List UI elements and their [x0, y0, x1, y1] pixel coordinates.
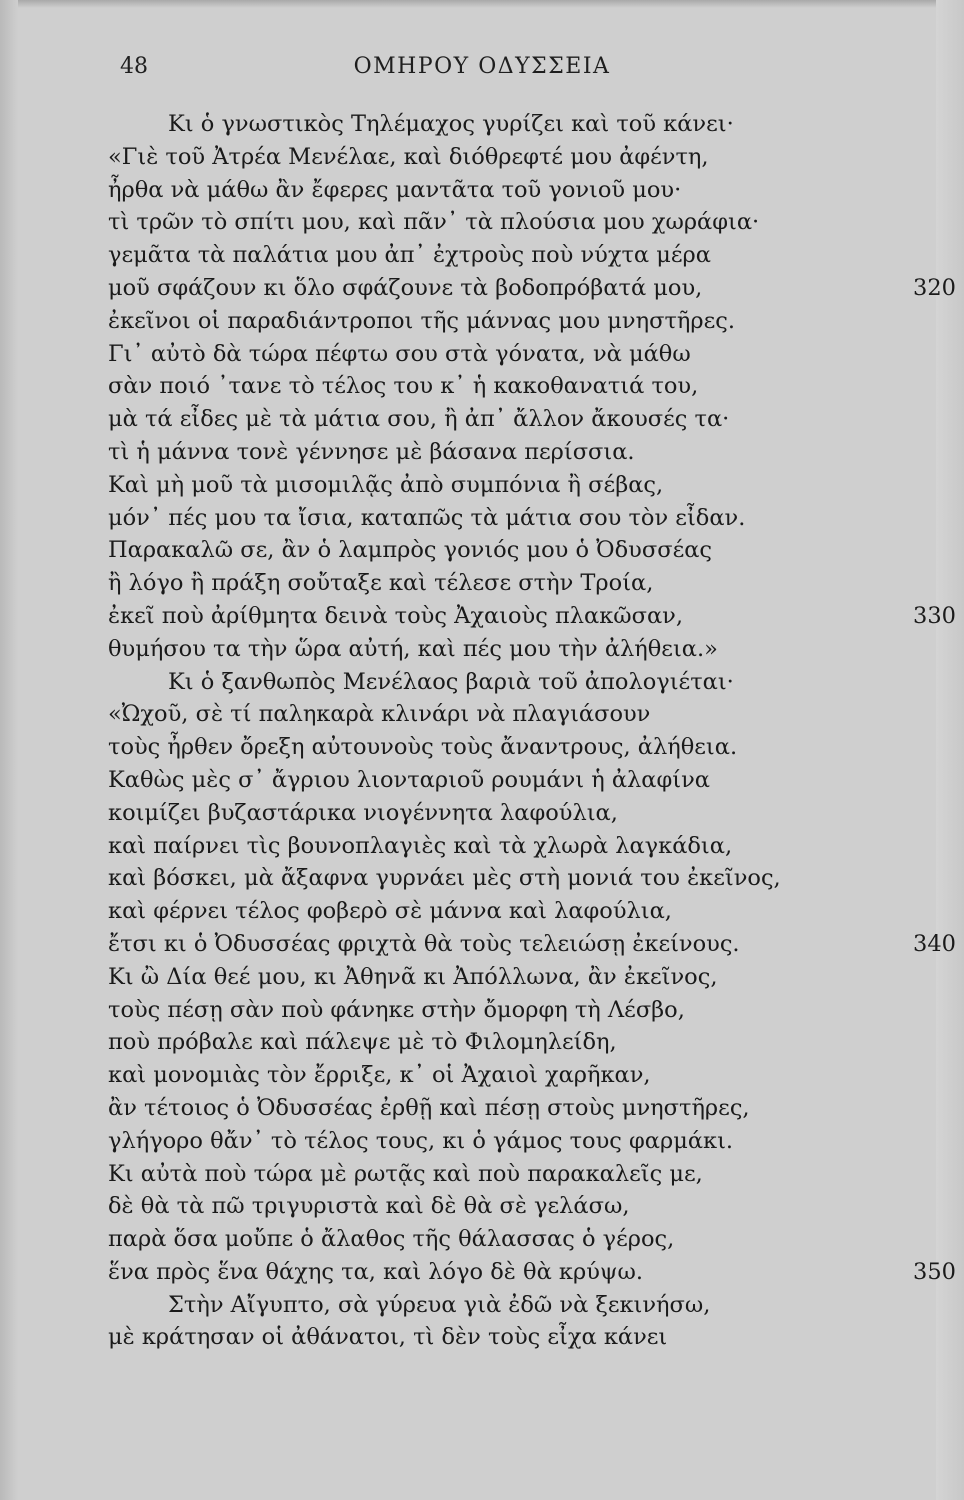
verse-line	[0, 1223, 964, 1256]
verse-text: Κι ὁ γνωστικὸς Τηλέμαχος γυρίζει καὶ τοῦ κάνει·	[168, 111, 734, 137]
verse-line	[0, 1092, 964, 1125]
verse-line	[0, 436, 964, 469]
page-top-shadow	[0, 0, 964, 8]
verse-text: ἐκεῖ ποὺ ἀρίθμητα δεινὰ τοὺς Ἀχαιοὺς πλακῶσαν,	[108, 602, 684, 629]
line-number: 350	[913, 1258, 956, 1285]
verse-text: θυμήσου τα τὴν ὥρα αὐτή, καὶ πές μου τὴν ἀλήθεια.»	[108, 635, 718, 662]
verse-line	[0, 1190, 964, 1223]
verse-text: γλήγορο θἄν᾿ τὸ τέλος τους, κι ὁ γάμος τους φαρμάκι.	[108, 1127, 734, 1154]
verse-line	[0, 469, 964, 502]
verse-text: Παρακαλῶ σε, ἂν ὁ λαμπρὸς γονιός μου ὁ Ὀδυσσέας	[108, 537, 713, 564]
verse-line	[0, 108, 964, 141]
verse-line	[0, 567, 964, 600]
verse-text: ἂν τέτοιος ὁ Ὀδυσσέας ἐρθῇ καὶ πέσῃ στοὺς μνηστῆρες,	[108, 1094, 750, 1121]
verse-text: τὶ τρῶν τὸ σπίτι μου, καὶ πᾶν᾿ τὰ πλούσια μου χωράφια·	[108, 209, 760, 236]
verse-text: γεμᾶτα τὰ παλάτια μου ἀπ᾿ ἐχτροὺς ποὺ νύχτα μέρα	[108, 242, 711, 269]
poem-text	[0, 108, 964, 1354]
verse-text: ἕνα πρὸς ἕνα θάχης τα, καὶ λόγο δὲ θὰ κρύψω.	[108, 1258, 644, 1285]
verse-text: Στὴν Αἴγυπτο, σὰ γύρευα γιὰ ἐδῶ νὰ ξεκινήσω,	[168, 1291, 711, 1318]
verse-text: ποὺ πρόβαλε καὶ πάλεψε μὲ τὸ Φιλομηλείδη,	[108, 1029, 617, 1056]
verse-line	[0, 1158, 964, 1191]
verse-text: δὲ θὰ τὰ πῶ τριγυριστὰ καὶ δὲ θὰ σὲ γελάσω,	[108, 1193, 630, 1220]
verse-line	[0, 1321, 964, 1354]
verse-text: καὶ παίρνει τὶς βουνοπλαγιὲς καὶ τὰ χλωρὰ λαγκάδια,	[108, 832, 733, 859]
page-number: 48	[120, 54, 148, 79]
verse-line	[0, 961, 964, 994]
line-number: 320	[913, 274, 956, 301]
verse-text: μὰ τά εἶδες μὲ τὰ μάτια σου, ἢ ἀπ᾿ ἄλλον ἄκουσές τα·	[108, 406, 730, 433]
verse-line	[0, 1289, 964, 1322]
verse-line	[0, 1256, 964, 1289]
line-number: 340	[913, 930, 956, 957]
verse-text: ἐκεῖνοι οἱ παραδιάντροποι τῆς μάννας μου μνηστῆρες.	[108, 307, 736, 334]
verse-line	[0, 895, 964, 928]
verse-text: μοῦ σφάζουν κι ὅλο σφάζουνε τὰ βοδοπρόβατά μου,	[108, 274, 703, 301]
verse-text: τὶ ἡ μάννα τονὲ γέννησε μὲ βάσανα περίσσια.	[108, 438, 635, 465]
verse-text: μόν᾿ πές μου τα ἴσια, καταπῶς τὰ μάτια σου τὸν εἶδαν.	[108, 504, 746, 531]
verse-text: ἔτσι κι ὁ Ὀδυσσέας φριχτὰ θὰ τοὺς τελειώσῃ ἐκείνους.	[108, 930, 740, 957]
line-number: 330	[913, 602, 956, 629]
verse-line	[0, 502, 964, 535]
verse-line	[0, 797, 964, 830]
verse-line	[0, 1059, 964, 1092]
verse-line	[0, 206, 964, 239]
verse-line	[0, 370, 964, 403]
verse-text: τοὺς πέσῃ σὰν ποὺ φάνηκε στὴν ὄμορφη τὴ Λέσβο,	[108, 996, 685, 1023]
verse-line	[0, 600, 964, 633]
verse-line	[0, 141, 964, 174]
verse-text: παρὰ ὅσα μοὔπε ὁ ἄλαθος τῆς θάλασσας ὁ γέρος,	[108, 1226, 675, 1253]
verse-line	[0, 534, 964, 567]
verse-text: κοιμίζει βυζαστάρικα νιογέννητα λαφούλια,	[108, 799, 618, 826]
verse-line	[0, 928, 964, 961]
verse-line	[0, 994, 964, 1027]
verse-line	[0, 174, 964, 207]
verse-line	[0, 403, 964, 436]
verse-text: Γι᾿ αὐτὸ δὰ τώρα πέφτω σου στὰ γόνατα, νὰ μάθω	[108, 340, 691, 367]
verse-line	[0, 305, 964, 338]
verse-text: Κι ὢ Δία θεέ μου, κι Ἀθηνᾶ κι Ἀπόλλωνα, ἂν ἐκεῖνος,	[108, 963, 718, 990]
verse-line	[0, 633, 964, 666]
verse-text: καὶ βόσκει, μὰ ἄξαφνα γυρνάει μὲς στὴ μονιά του ἐκεῖνος,	[108, 865, 781, 892]
verse-line	[0, 1125, 964, 1158]
verse-text: μὲ κράτησαν οἱ ἀθάνατοι, τὶ δὲν τοὺς εἶχα κάνει	[108, 1324, 668, 1351]
verse-text: Κι ὁ ξανθωπὸς Μενέλαος βαριὰ τοῦ ἀπολογιέται·	[168, 668, 734, 695]
verse-text: «Ὠχοῦ, σὲ τί παληκαρὰ κλινάρι νὰ πλαγιάσουν	[108, 701, 651, 728]
page-header	[0, 54, 964, 86]
verse-line	[0, 764, 964, 797]
verse-line	[0, 272, 964, 305]
verse-text: Κι αὐτὰ ποὺ τώρα μὲ ρωτᾷς καὶ ποὺ παρακαλεῖς με,	[108, 1160, 703, 1187]
verse-line	[0, 338, 964, 371]
verse-text: «Γιὲ τοῦ Ἀτρέα Μενέλαε, καὶ διόθρεφτέ μου ἀφέντη,	[108, 143, 709, 170]
verse-line	[0, 698, 964, 731]
running-title: ΟΜΗΡΟΥ ΟΔΥΣΣΕΙΑ	[353, 54, 611, 79]
verse-line	[0, 862, 964, 895]
verse-line	[0, 666, 964, 699]
verse-text: σὰν ποιό ᾿τανε τὸ τέλος του κ᾿ ἡ κακοθανατιά του,	[108, 373, 699, 400]
verse-text: ἢ λόγο ἢ πράξη σοὔταξε καὶ τέλεσε στὴν Τροία,	[108, 570, 654, 597]
verse-text: Καθὼς μὲς σ᾿ ἄγριου λιονταριοῦ ρουμάνι ἡ ἀλαφίνα	[108, 766, 710, 793]
verse-line	[0, 731, 964, 764]
verse-text: Καὶ μὴ μοῦ τὰ μισομιλᾷς ἀπὸ συμπόνια ἢ σέβας,	[108, 471, 664, 498]
verse-text: τοὺς ἦρθεν ὄρεξη αὐτουνοὺς τοὺς ἄναντρους, ἀλήθεια.	[108, 734, 738, 761]
verse-text: καὶ φέρνει τέλος φοβερὸ σὲ μάννα καὶ λαφούλια,	[108, 898, 672, 925]
verse-line	[0, 1026, 964, 1059]
verse-text: ἦρθα νὰ μάθω ἂν ἔφερες μαντᾶτα τοῦ γονιοῦ μου·	[108, 176, 682, 203]
verse-line	[0, 239, 964, 272]
verse-line	[0, 830, 964, 863]
verse-text: καὶ μονομιὰς τὸν ἔρριξε, κ᾿ οἱ Ἀχαιοὶ χαρῆκαν,	[108, 1062, 651, 1089]
